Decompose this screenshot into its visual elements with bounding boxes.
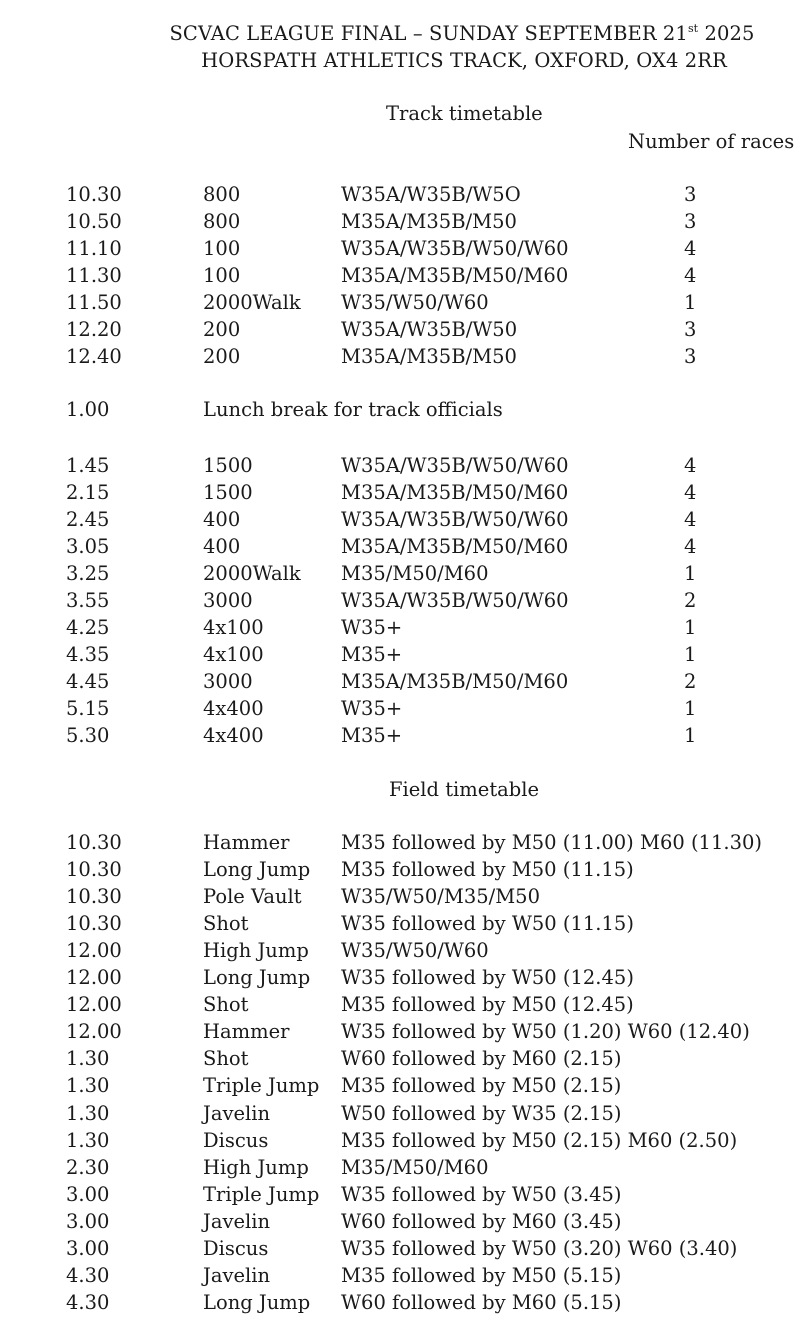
track-row (0, 643, 800, 670)
track-age-groups: W35A/W35B/W50/W60 (341, 454, 569, 477)
track-time: 10.30 (66, 183, 122, 206)
field-time: 2.30 (66, 1155, 110, 1179)
field-details: M35 followed by M50 (2.15) M60 (2.50) (341, 1128, 738, 1152)
track-row (0, 481, 800, 508)
track-race-count: 1 (684, 562, 697, 585)
field-event: Long Jump (203, 858, 311, 882)
field-details: W35/W50/M35/M50 (341, 885, 540, 909)
track-event: 4x400 (203, 724, 264, 747)
field-event: Shot (203, 993, 249, 1017)
track-age-groups: W35A/W35B/W50/W60 (341, 508, 569, 531)
track-time: 4.25 (66, 616, 110, 639)
field-timetable-heading: Field timetable (389, 778, 540, 801)
field-details: W35 followed by W50 (1.20) W60 (12.40) (341, 1020, 750, 1044)
field-details: W60 followed by M60 (2.15) (341, 1047, 622, 1071)
track-event: 1500 (203, 481, 253, 504)
track-time: 10.50 (66, 210, 122, 233)
field-details: M35 followed by M50 (2.15) (341, 1074, 622, 1098)
track-race-count: 4 (684, 454, 697, 477)
track-time: 4.45 (66, 670, 110, 693)
field-event: Triple Jump (203, 1182, 320, 1206)
field-event: High Jump (203, 939, 309, 963)
field-time: 12.00 (66, 1020, 122, 1044)
field-event: Pole Vault (203, 885, 302, 909)
field-row (0, 1210, 800, 1237)
field-details: W50 followed by W35 (2.15) (341, 1101, 622, 1125)
field-details: W60 followed by M60 (3.45) (341, 1209, 622, 1233)
track-race-count: 3 (684, 345, 697, 368)
field-event: Javelin (203, 1209, 271, 1233)
track-race-count: 1 (684, 616, 697, 639)
field-row (0, 966, 800, 993)
number-of-races-heading: Number of races (628, 130, 795, 153)
field-event: Long Jump (203, 1290, 311, 1314)
track-age-groups: M35A/M35B/M50/M60 (341, 670, 569, 693)
track-time: 3.55 (66, 589, 110, 612)
track-race-count: 3 (684, 210, 697, 233)
track-row (0, 616, 800, 643)
track-time: 11.30 (66, 264, 122, 287)
track-race-count: 4 (684, 535, 697, 558)
track-age-groups: W35A/W35B/W50 (341, 318, 518, 341)
track-race-count: 2 (684, 670, 697, 693)
field-details: M35 followed by M50 (5.15) (341, 1263, 622, 1287)
track-time: 3.25 (66, 562, 110, 585)
field-event: Discus (203, 1128, 269, 1152)
track-race-count: 4 (684, 481, 697, 504)
field-time: 1.30 (66, 1128, 110, 1152)
field-row (0, 993, 800, 1020)
field-row (0, 858, 800, 885)
field-time: 3.00 (66, 1209, 110, 1233)
track-row (0, 724, 800, 751)
track-age-groups: M35/M50/M60 (341, 562, 489, 585)
lunch-time: 1.00 (66, 398, 110, 421)
track-event: 100 (203, 237, 241, 260)
field-event: Javelin (203, 1101, 271, 1125)
field-event: High Jump (203, 1155, 309, 1179)
track-race-count: 1 (684, 724, 697, 747)
field-row (0, 1291, 800, 1318)
track-row (0, 183, 800, 210)
field-details: W35 followed by W50 (3.45) (341, 1182, 622, 1206)
field-event: Shot (203, 912, 249, 936)
track-time: 2.45 (66, 508, 110, 531)
field-details: W35 followed by W50 (12.45) (341, 966, 634, 990)
track-event: 200 (203, 318, 241, 341)
track-time: 2.15 (66, 481, 110, 504)
track-event: 4x400 (203, 697, 264, 720)
track-event: 4x100 (203, 643, 264, 666)
field-row (0, 939, 800, 966)
track-race-count: 4 (684, 264, 697, 287)
lunch-label: Lunch break for track officials (203, 398, 503, 421)
track-time: 12.20 (66, 318, 122, 341)
field-time: 10.30 (66, 912, 122, 936)
track-age-groups: W35+ (341, 697, 403, 720)
field-event: Javelin (203, 1263, 271, 1287)
track-event: 4x100 (203, 616, 264, 639)
field-event: Hammer (203, 1020, 290, 1044)
field-row (0, 1047, 800, 1074)
track-race-count: 3 (684, 183, 697, 206)
title-text: SCVAC LEAGUE FINAL – SUNDAY SEPTEMBER 21st 2025 (169, 22, 755, 45)
field-row (0, 1129, 800, 1156)
track-row (0, 454, 800, 481)
track-race-count: 4 (684, 508, 697, 531)
field-time: 1.30 (66, 1101, 110, 1125)
field-event: Long Jump (203, 966, 311, 990)
track-race-count: 4 (684, 237, 697, 260)
track-age-groups: M35A/M35B/M50 (341, 345, 517, 368)
field-time: 12.00 (66, 966, 122, 990)
track-race-count: 1 (684, 291, 697, 314)
track-race-count: 1 (684, 643, 697, 666)
field-time: 12.00 (66, 939, 122, 963)
track-row (0, 697, 800, 724)
field-details: M35 followed by M50 (11.15) (341, 858, 634, 882)
track-time: 5.30 (66, 724, 110, 747)
track-row (0, 291, 800, 318)
field-time: 10.30 (66, 885, 122, 909)
track-age-groups: M35A/M35B/M50 (341, 210, 517, 233)
track-event: 2000Walk (203, 562, 301, 585)
track-race-count: 2 (684, 589, 697, 612)
track-age-groups: M35A/M35B/M50/M60 (341, 481, 569, 504)
track-event: 400 (203, 535, 241, 558)
field-row (0, 1237, 800, 1264)
track-age-groups: W35A/W35B/W5O (341, 183, 521, 206)
track-time: 11.50 (66, 291, 122, 314)
track-event: 3000 (203, 589, 253, 612)
track-row (0, 264, 800, 291)
date-ordinal-suffix: st (687, 22, 699, 35)
track-row (0, 318, 800, 345)
track-event: 200 (203, 345, 241, 368)
track-row (0, 589, 800, 616)
field-time: 4.30 (66, 1290, 110, 1314)
field-details: W35 followed by W50 (11.15) (341, 912, 634, 936)
field-event: Shot (203, 1047, 249, 1071)
track-time: 4.35 (66, 643, 110, 666)
field-event: Discus (203, 1236, 269, 1260)
field-details: M35 followed by M50 (11.00) M60 (11.30) (341, 831, 762, 854)
field-details: W60 followed by M60 (5.15) (341, 1290, 622, 1314)
field-row (0, 885, 800, 912)
track-age-groups: W35A/W35B/W50/W60 (341, 589, 569, 612)
track-age-groups: M35+ (341, 724, 403, 747)
track-age-groups: W35A/W35B/W50/W60 (341, 237, 569, 260)
track-age-groups: W35/W50/W60 (341, 291, 489, 314)
track-row (0, 535, 800, 562)
track-age-groups: M35A/M35B/M50/M60 (341, 535, 569, 558)
field-row (0, 1020, 800, 1047)
track-time: 11.10 (66, 237, 122, 260)
track-event: 100 (203, 264, 241, 287)
field-row (0, 1102, 800, 1129)
track-event: 3000 (203, 670, 253, 693)
field-details: W35/W50/W60 (341, 939, 489, 963)
track-event: 800 (203, 210, 241, 233)
field-time: 12.00 (66, 993, 122, 1017)
field-row (0, 1183, 800, 1210)
track-age-groups: M35+ (341, 643, 403, 666)
field-row (0, 912, 800, 939)
track-row (0, 670, 800, 697)
track-race-count: 3 (684, 318, 697, 341)
field-time: 1.30 (66, 1074, 110, 1098)
track-age-groups: M35A/M35B/M50/M60 (341, 264, 569, 287)
field-event: Triple Jump (203, 1074, 320, 1098)
field-row (0, 1264, 800, 1291)
field-time: 1.30 (66, 1047, 110, 1071)
track-age-groups: W35+ (341, 616, 403, 639)
track-row (0, 237, 800, 264)
track-race-count: 1 (684, 697, 697, 720)
field-row (0, 1074, 800, 1101)
track-event: 2000Walk (203, 291, 301, 314)
field-row (0, 1156, 800, 1183)
track-time: 1.45 (66, 454, 110, 477)
document-title-line-2: HORSPATH ATHLETICS TRACK, OXFORD, OX4 2RR (201, 49, 727, 72)
track-event: 800 (203, 183, 241, 206)
track-row (0, 210, 800, 237)
document-title-line-1 (0, 22, 800, 45)
field-details: M35 followed by M50 (12.45) (341, 993, 634, 1017)
field-details: W35 followed by W50 (3.20) W60 (3.40) (341, 1236, 738, 1260)
track-row (0, 562, 800, 589)
track-timetable-heading: Track timetable (386, 102, 543, 125)
field-event: Hammer (203, 831, 290, 854)
track-time: 3.05 (66, 535, 110, 558)
field-time: 3.00 (66, 1182, 110, 1206)
track-row (0, 345, 800, 372)
field-time: 4.30 (66, 1263, 110, 1287)
field-details: M35/M50/M60 (341, 1155, 489, 1179)
field-row (0, 831, 800, 858)
field-time: 10.30 (66, 831, 122, 854)
track-time: 5.15 (66, 697, 110, 720)
track-row (0, 508, 800, 535)
track-time: 12.40 (66, 345, 122, 368)
track-event: 400 (203, 508, 241, 531)
field-time: 3.00 (66, 1236, 110, 1260)
field-time: 10.30 (66, 858, 122, 882)
track-event: 1500 (203, 454, 253, 477)
